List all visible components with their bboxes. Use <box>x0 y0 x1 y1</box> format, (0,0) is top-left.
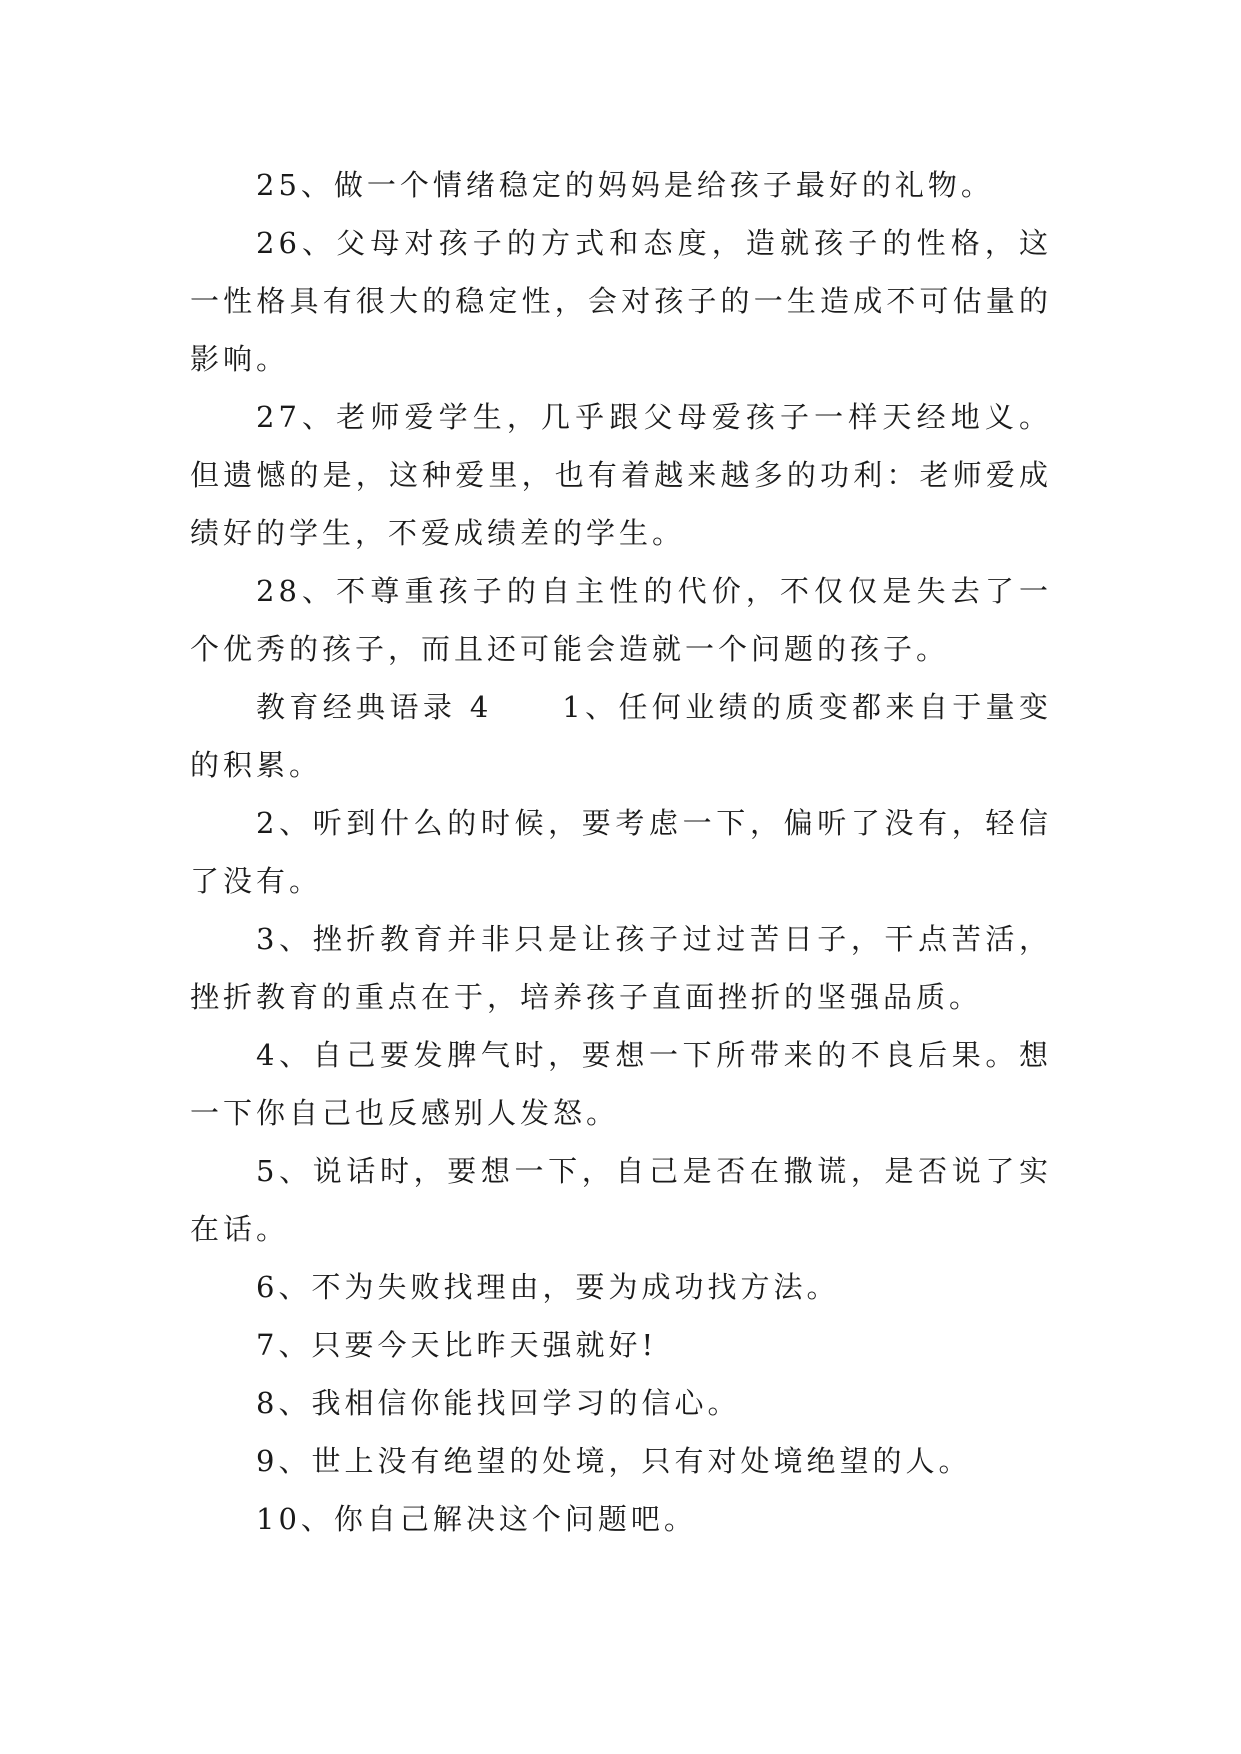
quote-5: 5、说话时，要想一下，自己是否在撒谎，是否说了实在话。 <box>190 1154 1052 1246</box>
quote-26: 26、父母对孩子的方式和态度，造就孩子的性格，这一性格具有很大的稳定性，会对孩子的一生造成不可估量的影响。 <box>190 226 1052 376</box>
quote-28: 28、不尊重孩子的自主性的代价，不仅仅是失去了一个优秀的孩子，而且还可能会造就一个问题的孩子。 <box>190 574 1052 666</box>
quote-27: 27、老师爱学生，几乎跟父母爱孩子一样天经地义。但遗憾的是，这种爱里，也有着越来越多的功利：老师爱成绩好的学生，不爱成绩差的学生。 <box>190 400 1052 550</box>
quote-2: 2、听到什么的时候，要考虑一下，偏听了没有，轻信了没有。 <box>190 806 1052 898</box>
quote-8: 8、我相信你能找回学习的信心。 <box>256 1386 741 1420</box>
quote-25: 25、做一个情绪稳定的妈妈是给孩子最好的礼物。 <box>256 168 994 202</box>
quote-10: 10、你自己解决这个问题吧。 <box>256 1502 697 1536</box>
section-paragraph <box>190 678 1052 794</box>
quote-9: 9、世上没有绝望的处境，只有对处境绝望的人。 <box>256 1444 972 1478</box>
quote-1: 1、任何业绩的质变都来自于量变的积累。 <box>190 690 1052 782</box>
quote-4: 4、自己要发脾气时，要想一下所带来的不良后果。想一下你自己也反感别人发怒。 <box>190 1038 1052 1130</box>
section-heading: 教育经典语录 4 <box>256 690 493 724</box>
quote-6: 6、不为失败找理由，要为成功找方法。 <box>256 1270 840 1304</box>
quote-3: 3、挫折教育并非只是让孩子过过苦日子，干点苦活，挫折教育的重点在于，培养孩子直面挫折的坚强品质。 <box>190 922 1052 1014</box>
document-body <box>190 156 1052 1548</box>
quote-7: 7、只要今天比昨天强就好! <box>256 1328 658 1362</box>
